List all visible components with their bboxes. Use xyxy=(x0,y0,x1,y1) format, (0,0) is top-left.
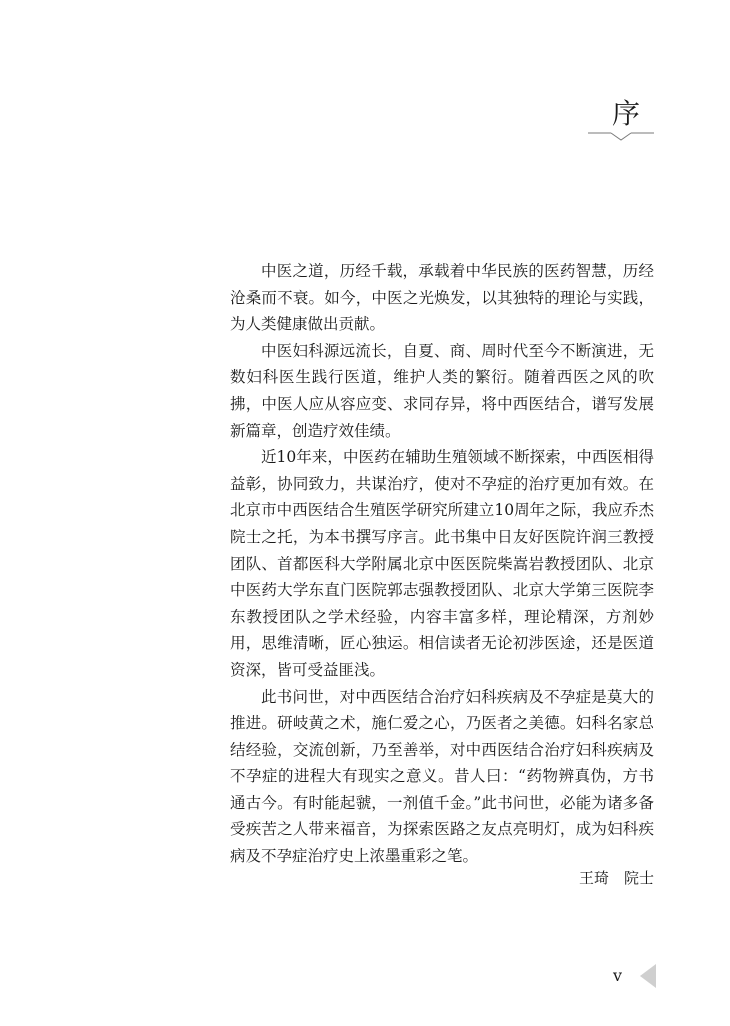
paragraph: 中医之道，历经千载，承载着中华民族的医药智慧，历经沧桑而不衰。如今，中医之光焕发，以其独特的理论与实践，为人类健康做出贡献。 xyxy=(230,262,654,334)
paragraph: 此书问世，对中西医结合治疗妇科疾病及不孕症是莫大的推进。研岐黄之术，施仁爱之心，乃医者之美德。妇科名家总结经验，交流创新，乃至善举，对中西医结合治疗妇科疾病及不孕症的进程大有现实之意义。昔人曰：“药物辨真伪，方书通古今。有时能起虢，一剂值千金。”此书问世，必能为诸多备受疾苦之人带来福音，为探索医路之友点亮明灯，成为妇科疾病及不孕症治疗史上浓墨重彩之笔。 xyxy=(230,687,654,866)
paragraph: 近10年来，中医药在辅助生殖领域不断探索，中西医相得益彰，协同致力，共谋治疗，使对不孕症的治疗更加有效。在北京市中西医结合生殖医学研究所建立10周年之际，我应乔杰院士之托，为本书撰写序言。此书集中日友好医院许润三教授团队、首都医科大学附属北京中医医院柴嵩岩教授团队、北京中医药大学东直门医院郭志强教授团队、北京大学第三医院李东教授团队之学术经验，内容丰富多样，理论精深，方剂妙用，思维清晰，匠心独运。相信读者无论初涉医途，还是医道资深，皆可受益匪浅。 xyxy=(230,448,654,679)
page-number: v xyxy=(613,966,623,985)
page-edge-tab-icon xyxy=(640,964,656,988)
page-title: 序 xyxy=(612,97,641,130)
paragraph: 中医妇科源远流长，自夏、商、周时代至今不断演进，无数妇科医生践行医道，维护人类的繁衍。随着西医之风的吹拂，中医人应从容应变、求同存异，将中西医结合，谱写发展新篇章，创造疗效佳绩。 xyxy=(230,341,654,440)
title-underline-ornament xyxy=(588,131,654,143)
author-signature: 王琦 院士 xyxy=(578,869,654,887)
preface-body xyxy=(230,258,654,870)
